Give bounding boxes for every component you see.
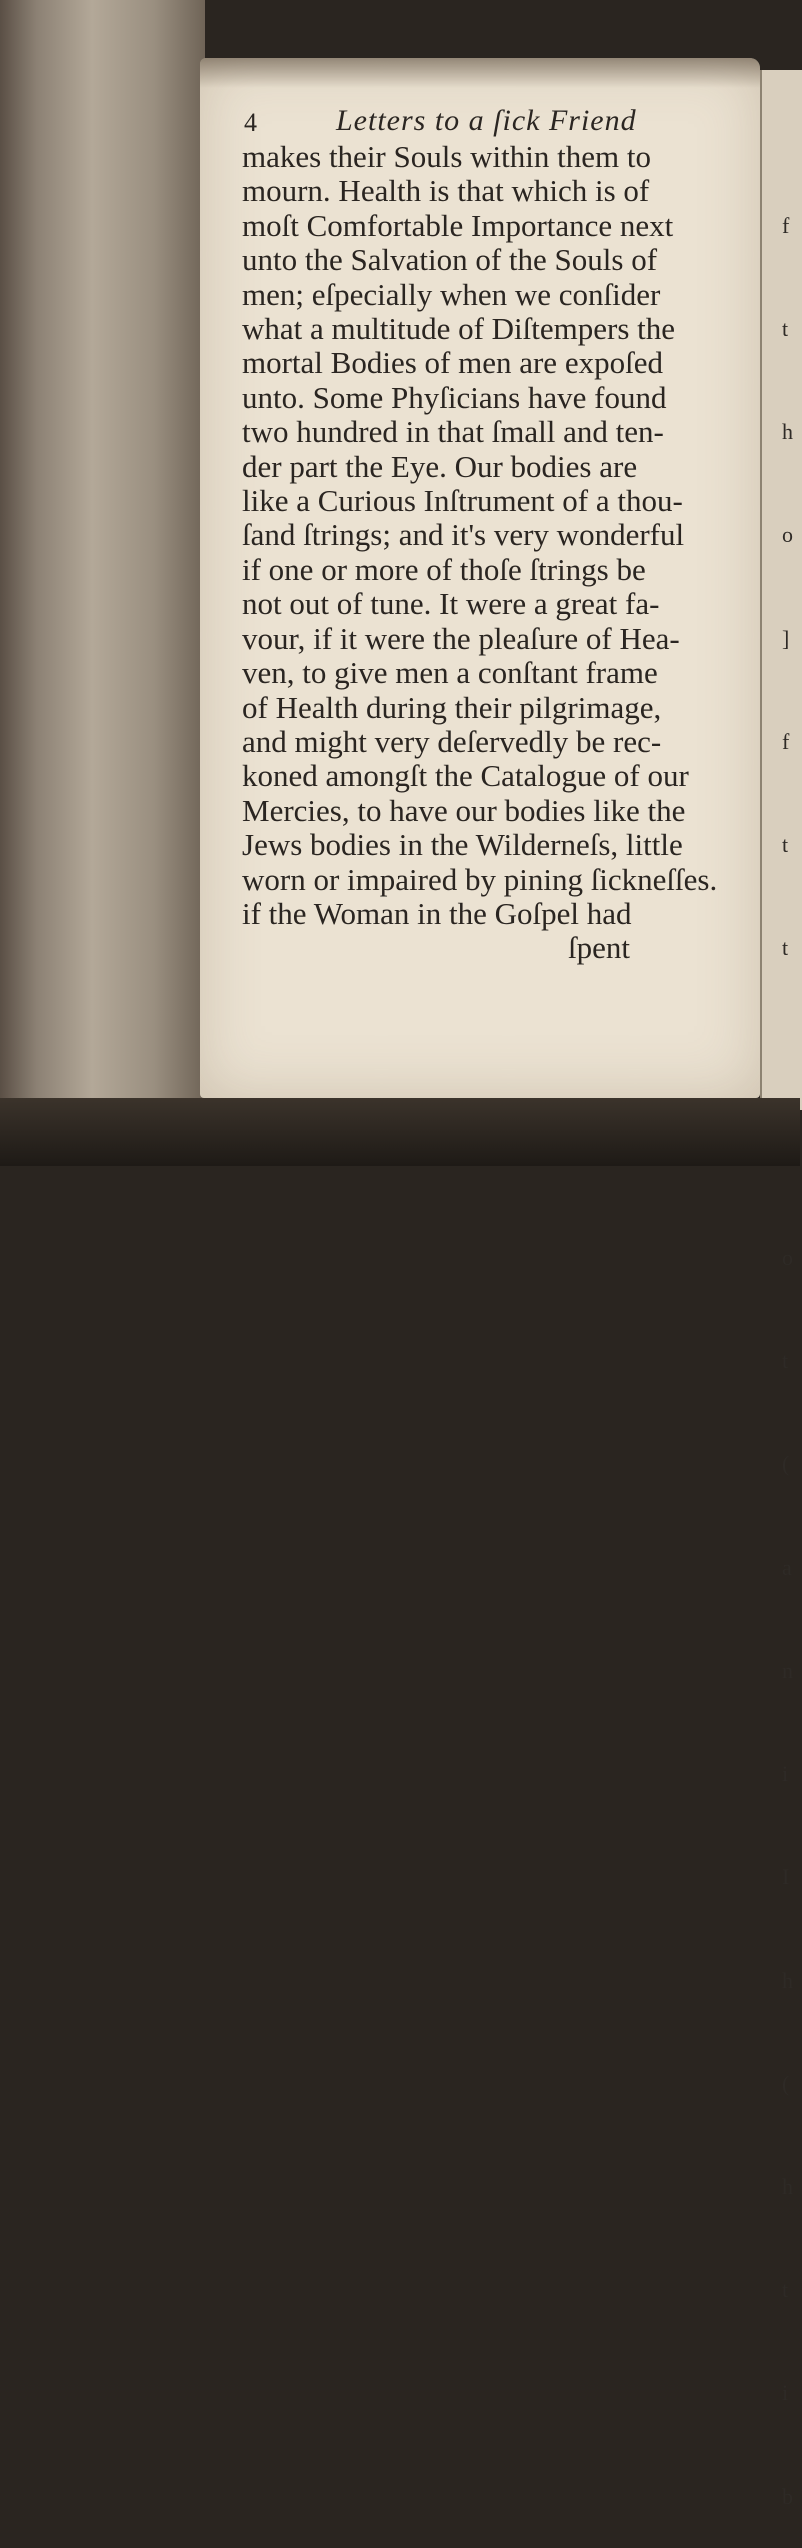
text-line: mourn. Health is that which is of [242,173,650,209]
facing-letter: i [782,1761,789,1787]
facing-letter: t [782,316,789,342]
text-line: ſand ſtrings; and it's very wonderful [242,517,685,553]
text-line: if the Woman in the Goſpel had [242,895,632,931]
facing-letter: h [782,419,793,445]
facing-letter: f [782,212,790,238]
scan-left-edge [0,0,205,1166]
text-line: if one or more of thoſe ſtrings be [242,551,646,587]
facing-letter: I [782,1864,790,1890]
facing-letter: h [782,1967,793,1993]
text-line: moſt Comfortable Importance next [242,207,674,243]
body-text [242,140,762,966]
facing-letter: f [782,728,790,754]
facing-letter: t [782,1348,789,1374]
text-line: der part the Eye. Our bodies are [242,448,638,484]
text-line: and might very deſervedly be rec- [242,723,662,759]
facing-page-letters [782,140,800,2548]
facing-letter: o [782,1245,793,1270]
facing-letter: t [782,2277,789,2303]
facing-letter: a [782,1554,792,1580]
text-line: koned amongſt the Catalogue of our [242,758,689,794]
running-title: Letters to a ſick Friend [336,104,637,137]
facing-letter: t [782,935,789,961]
facing-letter: h [782,2173,793,2199]
text-line: Jews bodies in the Wilderneſs, little [242,827,683,863]
catchword: ſpent [568,930,630,966]
text-line: unto the Salvation of the Souls of [242,242,658,278]
facing-letter: ] [782,625,790,651]
page-number: 4 [244,108,257,137]
facing-letter: ( [782,2070,790,2096]
text-line: men; eſpecially when we conſider [242,276,661,312]
facing-letter: ( [782,1451,790,1477]
facing-letter: o [782,522,793,548]
text-line: makes their Souls within them to [242,139,651,174]
text-line: unto. Some Phyſicians have found [242,379,667,415]
text-line: vour, if it were the pleaſure of Hea- [242,620,680,656]
text-line: Mercies, to have our bodies like the [242,792,686,828]
text-line: two hundred in that ſmall and ten- [242,414,664,450]
page-header [244,104,744,144]
text-line: not out of tune. It were a great fa- [242,586,660,622]
page-top-shadow [200,58,760,88]
facing-letter [782,1035,800,1069]
facing-letter: n [782,1657,793,1683]
text-line: ven, to give men a conſtant frame [242,655,658,691]
text-line: of Health during their pilgrimage, [242,689,662,725]
text-line: worn or impaired by pining ſickneſſes. [242,861,718,897]
text-line: what a multitude of Diſtempers the [242,311,676,347]
facing-letter: b [782,2483,793,2509]
text-line: mortal Bodies of men are expoſed [242,345,663,381]
scan-bottom-edge [0,1098,800,1166]
facing-letter: i [782,2380,789,2406]
text-line: like a Curious Inſtrument of a thou- [242,483,683,519]
facing-letter: t [782,832,789,858]
